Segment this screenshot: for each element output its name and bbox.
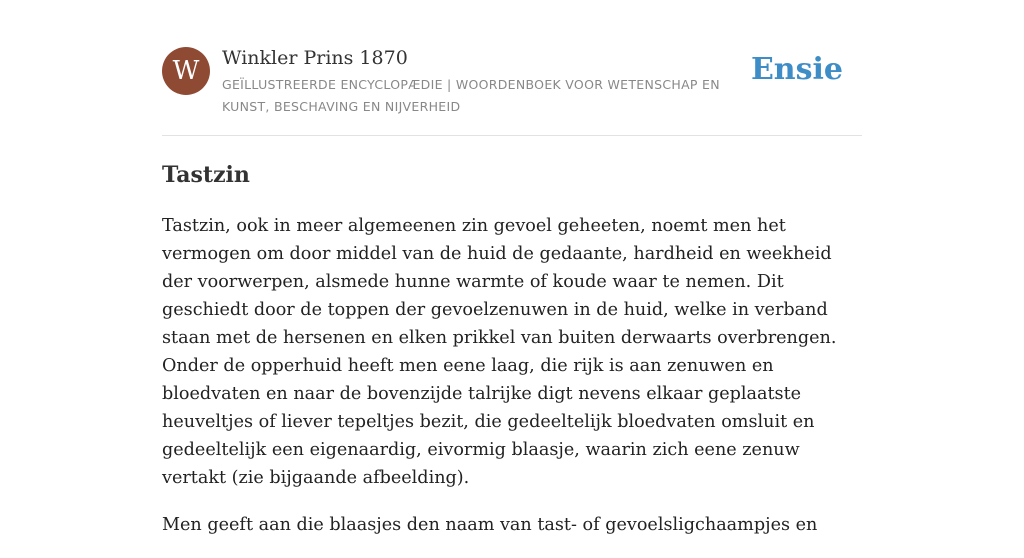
page (162, 0, 862, 535)
source-info (222, 45, 752, 118)
article-title: Tastzin (162, 162, 250, 188)
ensie-logo[interactable]: Ensie (750, 52, 843, 87)
source-subtitle: GEÏLLUSTREERDE ENCYCLOPÆDIE | WOORDENBOEK VOOR WETENSCHAP EN KUNST, BESCHAVING EN NIJVERHEID (222, 77, 720, 114)
source-title-link[interactable]: Winkler Prins 1870 (222, 47, 408, 69)
source-avatar[interactable]: W (162, 47, 210, 95)
article-paragraph: Men geeft aan die blaasjes den naam van tast- of gevoelsligchaampjes en (162, 515, 818, 535)
header (162, 0, 862, 136)
article-paragraph: Tastzin, ook in meer algemeenen zin gevoel geheeten, noemt men het vermogen om door middel van de huid de gedaante, hardheid en weekheid der voorwerpen, alsmede hunne warmte of koude waar te nemen. Dit geschiedt door de toppen der gevoelzenuwen in de huid, welke in verband staan met de hersenen en elken prikkel van buiten derwaarts overbrengen. Onder de opperhuid heeft men eene laag, die rijk is aan zenuwen en bloedvaten en naar de bovenzijde talrijke digt nevens elkaar geplaatste heuveltjes of liever tepeltjes bezit, die gedeeltelijk bloedvaten omsluit en gedeeltelijk een eigenaardig, eivormig blaasje, waarin zich eene zenuw vertakt (zie bijgaande afbeelding). (162, 216, 837, 488)
article-body (162, 212, 866, 558)
